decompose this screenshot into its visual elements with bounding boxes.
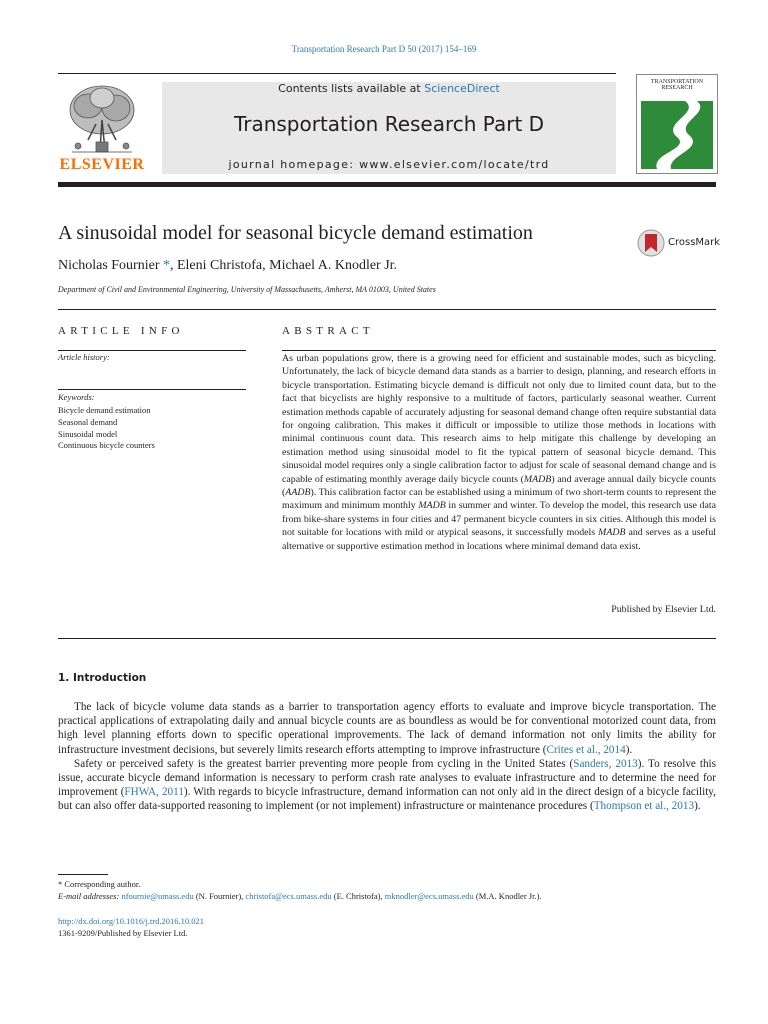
reference-link[interactable]: FHWA, 2011: [124, 786, 184, 799]
keyword: Bicycle demand estimation: [58, 405, 151, 415]
contents-prefix: Contents lists available at: [278, 82, 425, 95]
cover-title: TRANSPORTATION RESEARCH: [650, 79, 704, 91]
abstract-publisher-note: Published by Elsevier Ltd.: [611, 604, 716, 615]
article-info-heading: ARTICLE INFO: [58, 325, 184, 337]
paragraph: Safety or perceived safety is the greatest barrier preventing more people from cycling in the United States (Sanders, 2013). To resolve this issue, accurate bicycle demand information is necessary to perform crash rate analyses to evaluate infrastructure and to determine the need for improvement (FHWA, 2011). With regards to bicycle infrastructure, demand information can not only aid in the direct design of a bicycle facility, but can also offer data-supported reasoning to implement (or not implement) infrastructure or maintenance procedures (Thompson et al., 2013).: [58, 757, 716, 813]
section-rule: [58, 638, 716, 639]
keywords-label: Keywords:: [58, 392, 95, 402]
author-name: Nicholas Fournier: [58, 258, 160, 273]
issn-line: 1361-9209/Published by Elsevier Ltd.: [58, 928, 188, 938]
keyword: Continuous bicycle counters: [58, 440, 155, 451]
section-heading: 1. Introduction: [58, 672, 147, 684]
keywords-rule: [58, 389, 246, 390]
cover-road-art-icon: [641, 101, 713, 169]
keyword: Sinusoidal model: [58, 428, 118, 439]
doi-link[interactable]: http://dx.doi.org/10.1016/j.trd.2016.10.021: [58, 916, 204, 926]
contents-line: [162, 82, 616, 95]
abstract-text: As urban populations grow, there is a growing need for efficient and sustainable modes, such as bicycling. Unfortunately, the lack of bicycle demand data stands as a barrier to design, planning, and research efforts in bicycle transportation. Estimating bicycle demand is difficult not only due to limited count data, but to the fact that bicyclists are highly responsive to a multitude of factors, particularly seasonal weather. Current estimation methods capable of accurately adjusting for seasonal demand change often require substantial data for ongoing calibration. This makes it difficult or impossible to utilize those methods in locations with minimal continuous count data. This research aims to help mitigate this challenge by developing an estimation method using sinusoidal model to fit the typical pattern of seasonal bicycle demand. This sinusoidal model requires only a single calibration factor to adjust for scale of seasonal demand change and is capable of estimating monthly average daily bicycle counts (MADB) and average annual daily bicycle counts (AADB). This calibration factor can be established using a minimum of two short-term counts to represent the maximum and minimum monthly MADB in summer and winter. To develop the model, this research use data from bike-share systems in four cities and 47 permanent bicycle counters in six cities. Although this model is not suitable for locations with mild or atypical seasons, it successfully models MADB and serves as a useful alternative or supportive estimation method in locations where minimal demand data exist.: [282, 353, 716, 552]
journal-homepage-link[interactable]: journal homepage: www.elsevier.com/locate/trd: [228, 158, 550, 171]
article-history-label: Article history:: [58, 352, 110, 362]
corresponding-author-footnote: * Corresponding author.: [58, 879, 141, 889]
crossmark-icon[interactable]: [637, 228, 665, 258]
paragraph: The lack of bicycle volume data stands as a barrier to transportation agency efforts to evaluate and improve bicycle transportation. The practical applications of extrapolating daily and annual bicycle counts are as boundless as would be for conventional motorized count data, from high level planning efforts down to specific operational improvements. The lack of demand information not only limits the ability for infrastructure investment decisions, but severely limits research efforts attempting to improve infrastructure (Crites et al., 2014).: [58, 701, 716, 756]
journal-cover-thumbnail[interactable]: [636, 74, 718, 174]
corresponding-author-mark[interactable]: *: [162, 258, 170, 273]
crossmark-label[interactable]: CrossMark: [668, 237, 721, 248]
abstract-heading: ABSTRACT: [282, 325, 374, 337]
email-footnote: E-mail addresses: nfournie@umass.edu (N. Fournier), christofa@ecs.umass.edu (E. Christofa), mknodler@ecs.umass.edu (M.A. Knodler Jr.).: [58, 891, 542, 901]
article-title: A sinusoidal model for seasonal bicycle demand estimation: [58, 222, 533, 244]
journal-citation[interactable]: Transportation Research Part D 50 (2017) 154–169: [291, 44, 477, 54]
author-list: [58, 258, 397, 274]
email-link[interactable]: mknodler@ecs.umass.edu: [384, 891, 474, 901]
introduction-body: [58, 700, 716, 814]
sciencedirect-link[interactable]: ScienceDirect: [424, 82, 500, 95]
header-rule: [58, 73, 616, 74]
reference-link[interactable]: Thompson et al., 2013: [593, 800, 695, 813]
reference-link[interactable]: Sanders, 2013: [573, 757, 638, 770]
journal-title: Transportation Research Part D: [233, 112, 545, 136]
keywords-list: [58, 405, 155, 452]
keyword: Seasonal demand: [58, 416, 118, 427]
article-info-rule: [58, 350, 246, 351]
email-link[interactable]: nfournie@umass.edu: [121, 891, 194, 901]
affiliation: Department of Civil and Environmental Engineering, University of Massachusetts, Amherst, MA 01003, United States: [58, 285, 436, 294]
banner-bottom-rule: [58, 182, 716, 187]
affiliation-rule: [58, 309, 716, 310]
reference-link[interactable]: Crites et al., 2014: [546, 743, 626, 756]
abstract-rule: [282, 350, 716, 351]
elsevier-wordmark: ELSEVIER: [59, 156, 145, 173]
email-link[interactable]: christofa@ecs.umass.edu: [245, 891, 332, 901]
author-names: , Eleni Christofa, Michael A. Knodler Jr.: [169, 258, 398, 273]
footnote-rule: [58, 874, 108, 875]
